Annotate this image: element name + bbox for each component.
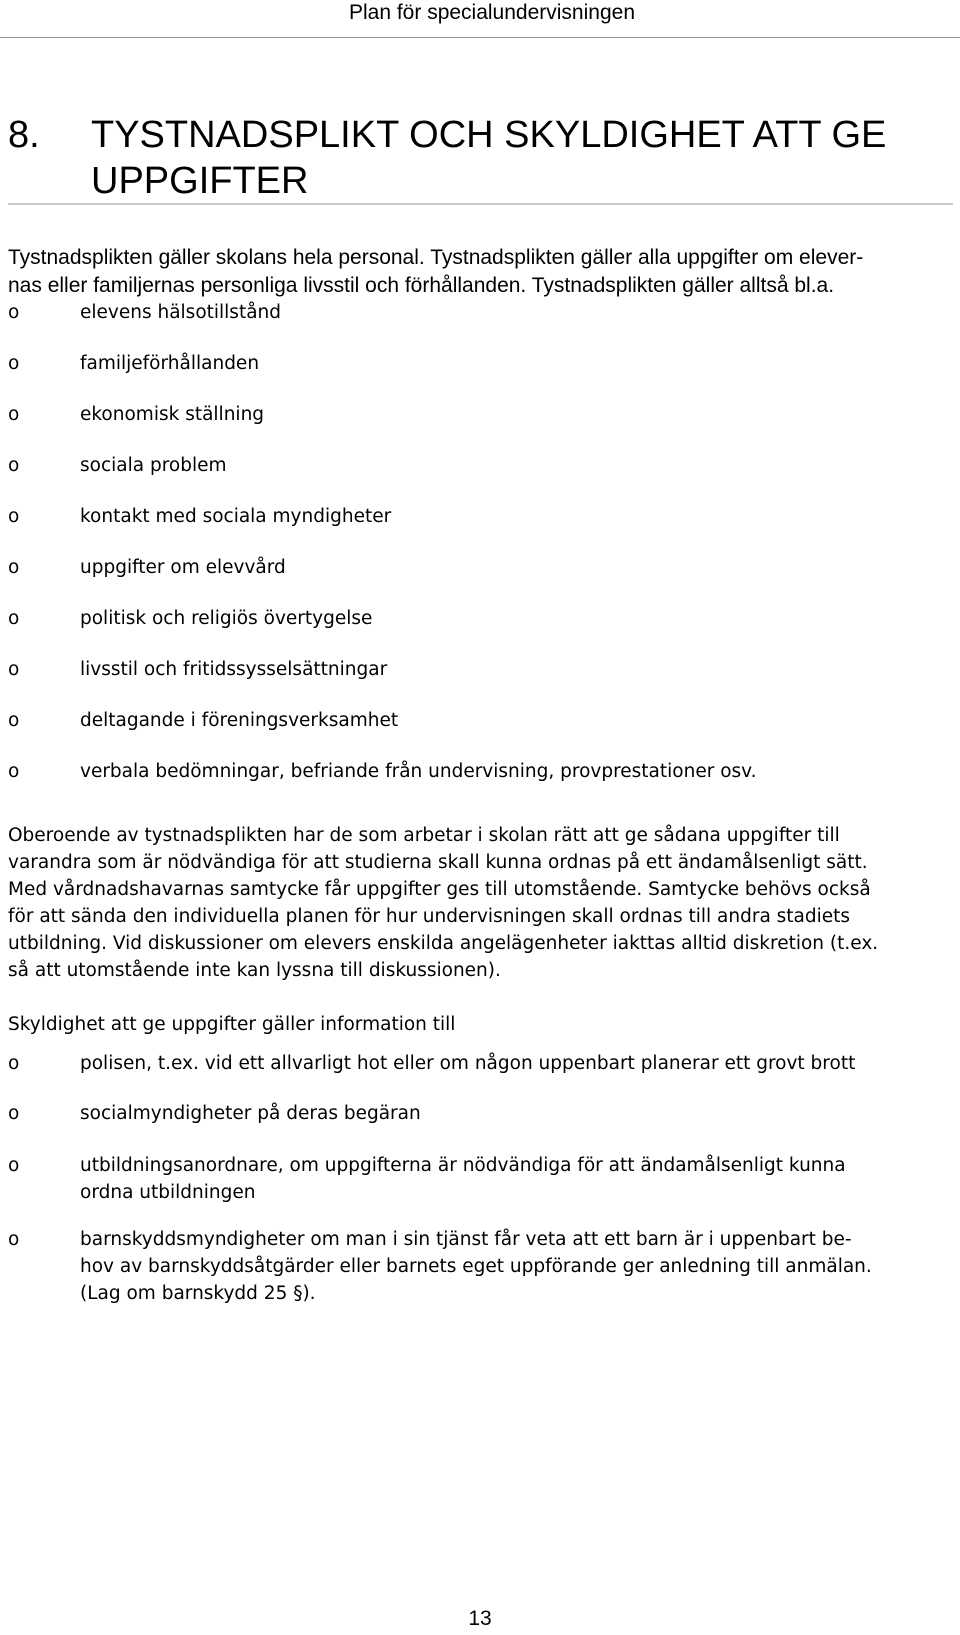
running-header (0, 0, 960, 26)
page-number (0, 1607, 960, 1631)
bullet-icon: o (8, 1229, 20, 1250)
bullet-icon: o (8, 404, 20, 425)
list-item (8, 555, 948, 581)
list-item-line: polisen, t.ex. vid ett allvarligt hot eller om någon uppenbart planerar ett grovt brott (80, 1053, 856, 1074)
list-item-line: socialmyndigheter på deras begäran (80, 1103, 421, 1124)
running-header-title: Plan för specialundervisningen (348, 1, 635, 24)
list-item-text: ekonomisk ställning (80, 404, 265, 425)
list-item-line: utbildningsanordnare, om uppgifterna är nödvändiga för att ändamålsenligt kunna (80, 1155, 846, 1176)
list-item-line: hov av barnskyddsåtgärder eller barnets eget uppförande ger anledning till anmälan. (80, 1256, 872, 1277)
list-item (8, 1226, 948, 1307)
list-item (8, 1152, 948, 1206)
paragraph-line: varandra som är nödvändiga för att studierna skall kunna ordnas på ett ändamålsenligt sätt. (8, 852, 868, 873)
list-item-text (80, 1100, 948, 1127)
duty-intro (8, 1011, 953, 1038)
paragraph-line: Med vårdnadshavarnas samtycke får uppgifter ges till utomstående. Samtycke behövs också (8, 879, 871, 900)
list-item (8, 402, 948, 428)
list-item (8, 453, 948, 479)
bullet-icon: o (8, 557, 20, 578)
bullet-icon: o (8, 1155, 20, 1176)
list-item (8, 708, 948, 734)
list-item-text: uppgifter om elevvård (80, 557, 286, 578)
list-item (8, 606, 948, 632)
intro-paragraph (8, 244, 952, 300)
list-item (8, 351, 948, 377)
section-heading (8, 112, 948, 204)
section-number: 8. (8, 114, 40, 156)
bullet-icon: o (8, 659, 20, 680)
bullet-icon: o (8, 608, 20, 629)
list-item-text: livsstil och fritidssysselsättningar (80, 659, 388, 680)
page-number-text: 13 (468, 1607, 492, 1630)
list-item (8, 504, 948, 530)
list-item-text (80, 1152, 948, 1206)
bullet-icon: o (8, 1103, 20, 1124)
list-item-line: barnskyddsmyndigheter om man i sin tjänst får veta att ett barn är i uppenbart be- (80, 1229, 852, 1250)
list-item-line: ordna utbildningen (80, 1182, 256, 1203)
list-item-text (80, 1226, 948, 1307)
intro-line: nas eller familjernas personliga livsstil och förhållanden. Tystnadsplikten gäller alltså bl.a. (8, 274, 835, 297)
bullet-icon: o (8, 710, 20, 731)
heading-underline (8, 203, 953, 205)
disclosure-paragraph (8, 822, 953, 984)
bullet-icon: o (8, 455, 20, 476)
list-item-line: (Lag om barnskydd 25 §). (80, 1283, 316, 1304)
list-item (8, 759, 948, 785)
duty-intro-text: Skyldighet att ge uppgifter gäller information till (8, 1014, 456, 1035)
bullet-icon: o (8, 761, 20, 782)
paragraph-line: Oberoende av tystnadsplikten har de som arbetar i skolan rätt att ge sådana uppgifter till (8, 825, 840, 846)
list-item-text: elevens hälsotillstånd (80, 302, 282, 323)
section-title-line-2: UPPGIFTER (91, 160, 309, 202)
list-item-text: kontakt med sociala myndigheter (80, 506, 392, 527)
list-item (8, 1050, 948, 1077)
list-item-text: familjeförhållanden (80, 353, 260, 374)
list-item-text: deltagande i föreningsverksamhet (80, 710, 399, 731)
bullet-icon: o (8, 506, 20, 527)
bullet-icon: o (8, 1053, 20, 1074)
header-divider (0, 37, 960, 38)
list-item-text (80, 1050, 948, 1077)
list-item (8, 1100, 948, 1127)
bullet-icon: o (8, 302, 20, 323)
list-item (8, 657, 948, 683)
bullet-icon: o (8, 353, 20, 374)
paragraph-line: så att utomstående inte kan lyssna till diskussionen). (8, 960, 501, 981)
list-item (8, 300, 948, 326)
section-title-line-1: TYSTNADSPLIKT OCH SKYLDIGHET ATT GE (91, 114, 887, 156)
intro-line: Tystnadsplikten gäller skolans hela personal. Tystnadsplikten gäller alla uppgifter om elever- (8, 246, 864, 269)
paragraph-line: utbildning. Vid diskussioner om elevers enskilda angelägenheter iakttas alltid diskretion (t.ex. (8, 933, 879, 954)
list-item-text: verbala bedömningar, befriande från undervisning, provprestationer osv. (80, 761, 757, 782)
list-item-text: sociala problem (80, 455, 227, 476)
list-item-text: politisk och religiös övertygelse (80, 608, 373, 629)
paragraph-line: för att sända den individuella planen för hur undervisningen skall ordnas till andra stadiets (8, 906, 851, 927)
